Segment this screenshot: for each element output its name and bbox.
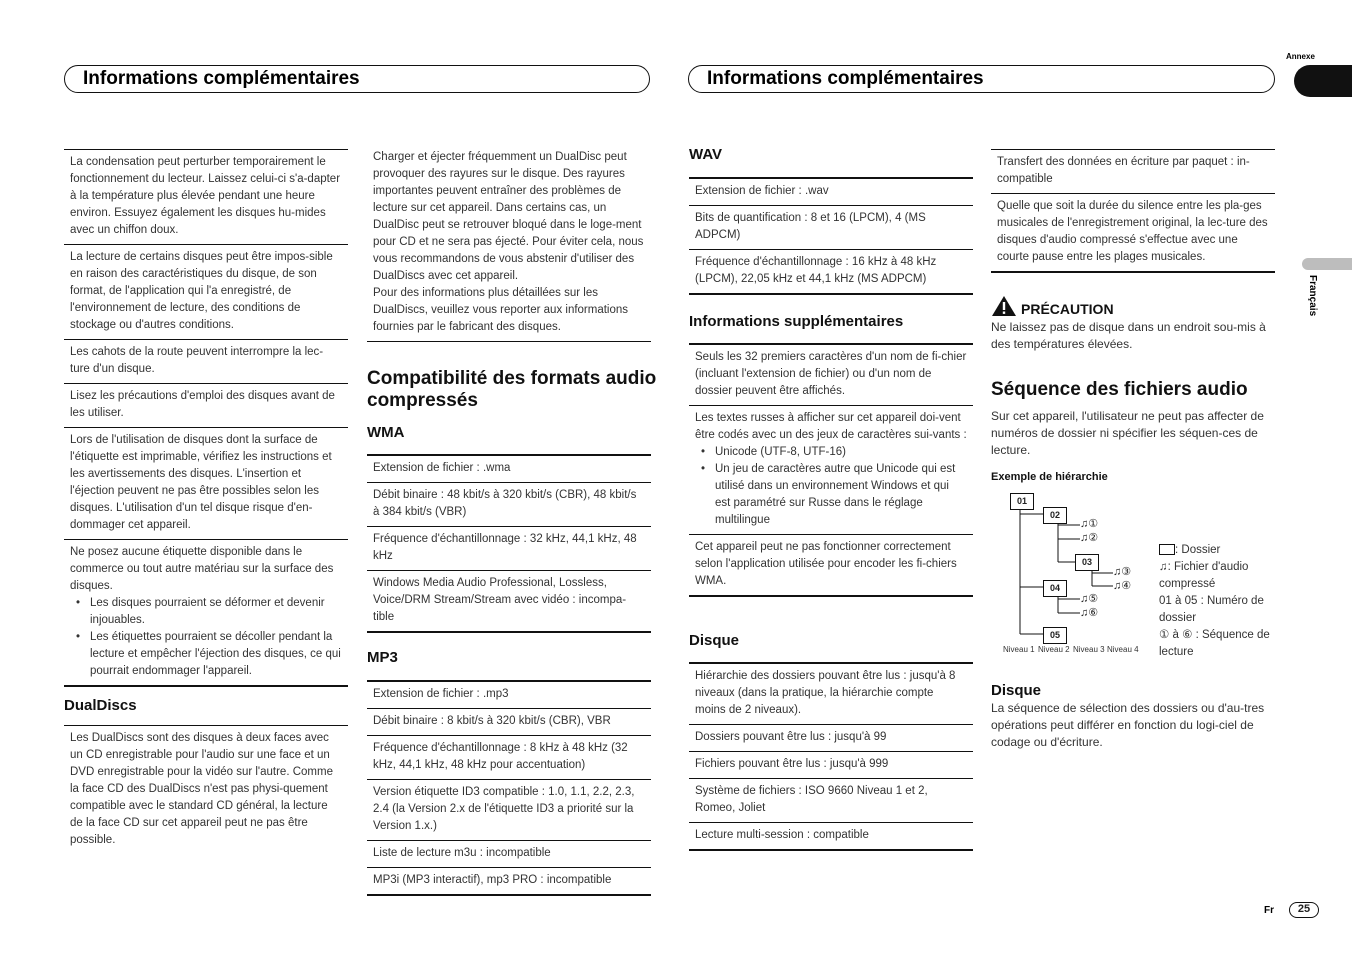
track-number: ① — [1088, 518, 1099, 530]
folder-icon: 03 — [1075, 554, 1099, 571]
mp3-heading: MP3 — [367, 649, 398, 666]
diagram-legend — [1159, 542, 1275, 661]
note-box: Les cahots de la route peuvent interrompre la lec-ture d'un disque. — [64, 340, 348, 384]
mp3-row: Extension de fichier : .mp3 — [367, 680, 651, 709]
mp3-row: MP3i (MP3 interactif), mp3 PRO : incompatible — [367, 868, 651, 896]
note-box: La lecture de certains disques peut être impos-sible en raison des caractéristiques du disque, de son format, de l'application qui l'a enregistré, de l'environnement de lecture, des conditions de stockage ou d'autres conditions. — [64, 245, 348, 340]
folder-icon: 02 — [1043, 507, 1067, 524]
track-number: ③ — [1121, 566, 1132, 578]
legend-file-text: : Fichier d'audio compressé — [1159, 561, 1249, 590]
info-row-text: Les textes russes à afficher sur cet appareil doi-vent être codés avec un des jeux de caractères sui-vants : — [695, 412, 967, 441]
sequence-title: Séquence des fichiers audio — [991, 379, 1248, 400]
folder-icon: 05 — [1043, 627, 1067, 644]
music-file-icon: ♫① — [1080, 518, 1099, 530]
wma-table — [367, 454, 651, 633]
sequence-text: Sur cet appareil, l'utilisateur ne peut pas affecter de numéros de dossier ni spécifier les séquen-ces de lecture. — [991, 409, 1264, 457]
level-label: Niveau 2 — [1038, 645, 1070, 654]
example-label: Exemple de hiérarchie — [991, 471, 1108, 483]
disque-row: Fichiers pouvant être lus : jusqu'à 999 — [689, 752, 973, 779]
music-file-icon: ♫④ — [1113, 580, 1132, 592]
dualdiscs-text: Les DualDiscs sont des disques à deux faces avec un CD enregistrable pour l'audio sur une face et un DVD enregistrable pour la vidéo sur l'autre. Comme la face CD des DualDiscs n'est pas physi-quement compatible avec le standard CD général, la lecture de la face CD sur cet appareil peut ne pas être possible. — [64, 725, 348, 854]
wma-row: Fréquence d'échantillonnage : 32 kHz, 44,1 kHz, 48 kHz — [367, 527, 651, 571]
legend-numbers: 01 à 05 : Numéro de dossier — [1159, 595, 1264, 624]
wav-row: Bits de quantification : 8 et 16 (LPCM), 4 (MS ADPCM) — [689, 206, 973, 250]
compat-section-title: Compatibilité des formats audio compressés — [367, 368, 657, 411]
info-row: Cet appareil peut ne pas fonctionner correctement selon l'application utilisée pour encoder les fi-chiers WMA. — [689, 535, 973, 597]
wma-row: Débit binaire : 48 kbit/s à 320 kbit/s (CBR), 48 kbit/s à 384 kbit/s (VBR) — [367, 483, 651, 527]
dualdisc-intro-wrap — [367, 145, 651, 342]
music-file-icon: ♫② — [1080, 532, 1099, 544]
info-row: Seuls les 32 premiers caractères d'un nom de fi-chier (incluant l'extension de fichier) ou d'un nom de dossier peuvent être affichés. — [689, 343, 973, 406]
annexe-label: Annexe — [1286, 52, 1315, 61]
precaution-title: PRÉCAUTION — [1021, 301, 1114, 317]
col4-row: Transfert des données en écriture par paquet : in-compatible — [991, 149, 1275, 194]
col4-table — [991, 149, 1275, 273]
left-header-title: Informations complémentaires — [83, 68, 360, 89]
folder-icon: 01 — [1010, 493, 1034, 510]
disque-row: Système de fichiers : ISO 9660 Niveau 1 et 2, Romeo, Joliet — [689, 779, 973, 823]
disque-row: Hiérarchie des dossiers pouvant être lus : jusqu'à 8 niveaux (dans la pratique, la hiérarchie compte moins de 2 niveaux). — [689, 662, 973, 725]
legend-file — [1159, 559, 1275, 593]
label-note-text: Ne posez aucune étiquette disponible dans le commerce ou tout autre matériau sur la surface des disques. — [70, 546, 334, 592]
track-number: ⑤ — [1088, 593, 1099, 605]
bullet-item: • Un jeu de caractères autre que Unicode qui est utilisé dans un environnement Windows et qui est paramétré sur Russe dans le réglage multilingue — [715, 461, 967, 529]
legend-sequence: ① à ⑥ : Séquence de lecture — [1159, 629, 1270, 658]
track-number: ② — [1088, 532, 1099, 544]
left-header — [64, 65, 650, 93]
wav-table — [689, 177, 973, 295]
language-label: Français — [1307, 275, 1318, 317]
note-box: La condensation peut perturber temporairement le fonctionnement du lecteur. Laissez celui-ci s'a-dapter à la température plus élevée pendant une heure environ. Essuyez également les disques hu-mides avec un chiffon doux. — [64, 149, 348, 245]
mp3-row: Fréquence d'échantillonnage : 8 kHz à 48 kHz (32 kHz, 44,1 kHz, 48 kHz pour accentuation) — [367, 736, 651, 780]
wav-row: Fréquence d'échantillonnage : 16 kHz à 48 kHz (LPCM), 22,05 kHz et 44,1 kHz (MS ADPCM) — [689, 250, 973, 295]
info-heading: Informations supplémentaires — [689, 313, 904, 330]
right-header — [688, 65, 1275, 93]
mp3-row: Version étiquette ID3 compatible : 1.0, 1.1, 2.2, 2.3, 2.4 (la Version 2.x de l'étiquette ID3 a priorité sur la Version 1.x.) — [367, 780, 651, 841]
dualdisc-intro-text: Charger et éjecter fréquemment un DualDisc peut provoquer des rayures sur le disque. Des rayures importantes peuvent entraîner des problèmes de lecture sur cet appareil. Dans certains cas, un DualDisc peut se retrouver bloqué dans le loge-ment pour CD et ne sera pas éjecté. Pour éviter cela, nous vous recommandons de vous abstenir d'utiliser des DualDiscs avec cet appareil. Pour des informations plus détaillées sur les DualDiscs, veuillez vous reporter aux informations fournies par le fabricant des disques. — [367, 145, 651, 342]
right-header-title: Informations complémentaires — [707, 68, 984, 89]
dualdiscs-heading: DualDiscs — [64, 697, 137, 714]
wav-heading: WAV — [689, 146, 723, 163]
page-number: 25 — [1289, 902, 1319, 918]
track-number: ④ — [1121, 580, 1132, 592]
bullet-item: • Les étiquettes pourraient se décoller pendant la lecture et empêcher l'éjection des disques, ce qui pourrait endommager l'appareil. — [90, 629, 342, 680]
wma-row: Extension de fichier : .wma — [367, 454, 651, 483]
col4-row: Quelle que soit la durée du silence entre les pla-ges musicales de l'enregistrement original, la lec-ture des disques d'audio compressé s'effectue avec une courte pause entre les plages musicales. — [991, 194, 1275, 273]
disque-text-2: La séquence de sélection des dossiers ou d'au-tres opérations peut différer en fonction du logi-ciel de codage ou d'écriture. — [991, 701, 1265, 749]
wma-row: Windows Media Audio Professional, Lossless, Voice/DRM Stream/Stream avec vidéo : incompa-tible — [367, 571, 651, 633]
track-number: ⑥ — [1088, 607, 1099, 619]
info-row — [689, 406, 973, 535]
disque-row: Lecture multi-session : compatible — [689, 823, 973, 851]
note-box: Lisez les précautions d'emploi des disques avant de les utiliser. — [64, 384, 348, 428]
hierarchy-diagram — [1000, 488, 1150, 663]
bullet-item: • Unicode (UTF-8, UTF-16) — [715, 444, 967, 461]
warning-icon — [991, 295, 1017, 317]
legend-folder-text: : Dossier — [1175, 544, 1221, 556]
disque-heading-2: Disque — [991, 682, 1042, 699]
level-label: Niveau 1 — [1003, 645, 1035, 654]
music-file-icon: ♫③ — [1113, 566, 1132, 578]
level-label: Niveau 3 — [1073, 645, 1105, 654]
disque-row: Dossiers pouvant être lus : jusqu'à 99 — [689, 725, 973, 752]
disc-notes-list — [64, 149, 348, 687]
language-tab — [1302, 258, 1352, 270]
footer-lang: Fr — [1264, 905, 1274, 916]
mp3-row: Débit binaire : 8 kbit/s à 320 kbit/s (CBR), VBR — [367, 709, 651, 736]
precaution-text: Ne laissez pas de disque dans un endroit sou-mis à des températures élevées. — [991, 320, 1266, 351]
info-table — [689, 343, 973, 597]
bullet-item: • Les disques pourraient se déformer et devenir injouables. — [90, 595, 342, 629]
label-note-box — [64, 540, 348, 687]
note-box: Lors de l'utilisation de disques dont la surface de l'étiquette est imprimable, vérifiez les instructions et les avertissements des disques. L'insertion et l'éjection peuvent ne pas être possibles selon les disques. L'utilisation d'un tel disque risque d'en-dommager cet appareil. — [64, 428, 348, 540]
mp3-table — [367, 680, 651, 896]
wav-row: Extension de fichier : .wav — [689, 177, 973, 206]
mp3-row: Liste de lecture m3u : incompatible — [367, 841, 651, 868]
music-file-icon: ♫⑤ — [1080, 593, 1099, 605]
folder-icon — [1159, 544, 1175, 555]
dualdiscs-box-wrap — [64, 725, 348, 854]
legend-folder — [1159, 542, 1275, 559]
disque-table — [689, 662, 973, 851]
music-file-icon: ♫⑥ — [1080, 607, 1099, 619]
annexe-tab — [1294, 65, 1352, 97]
disque-heading: Disque — [689, 632, 740, 649]
level-label: Niveau 4 — [1107, 645, 1139, 654]
folder-icon: 04 — [1043, 580, 1067, 597]
wma-heading: WMA — [367, 424, 405, 441]
music-file-icon: ♫ — [1159, 561, 1168, 573]
